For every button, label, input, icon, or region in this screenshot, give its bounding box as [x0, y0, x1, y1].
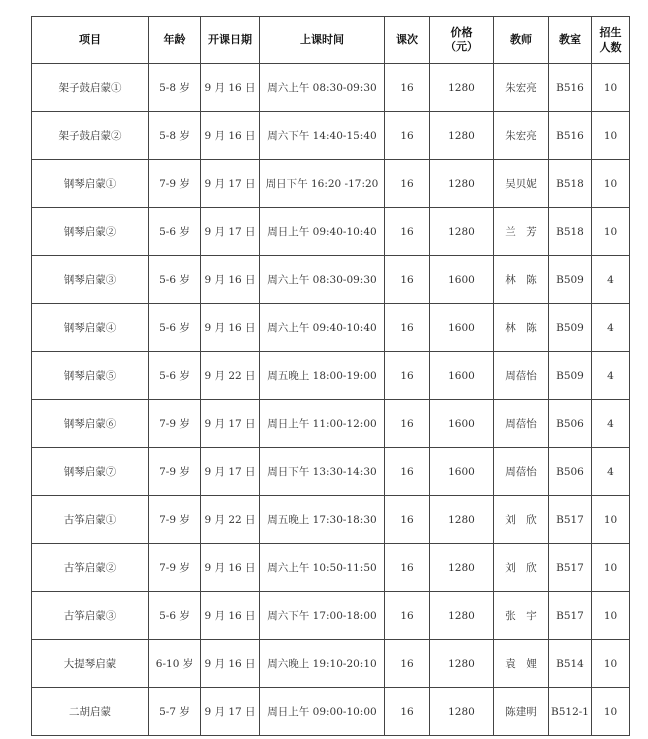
- cell-start-date: 9 月 17 日: [201, 400, 260, 448]
- cell-project: 钢琴启蒙⑤: [32, 352, 149, 400]
- cell-age: 5-6 岁: [149, 592, 201, 640]
- cell-teacher: 刘 欣: [494, 544, 549, 592]
- cell-classroom: B518: [549, 160, 592, 208]
- cell-project: 钢琴启蒙①: [32, 160, 149, 208]
- cell-price: 1280: [430, 496, 494, 544]
- cell-price: 1600: [430, 304, 494, 352]
- cell-sessions: 16: [385, 112, 430, 160]
- cell-start-date: 9 月 22 日: [201, 352, 260, 400]
- header-project: 项目: [32, 17, 149, 64]
- header-start-date: 开课日期: [201, 17, 260, 64]
- cell-enrollment: 10: [592, 112, 630, 160]
- cell-classroom: B509: [549, 352, 592, 400]
- cell-enrollment: 4: [592, 304, 630, 352]
- cell-class-time: 周日下午 13:30-14:30: [260, 448, 385, 496]
- header-price-line1: 价格: [450, 26, 473, 39]
- cell-start-date: 9 月 17 日: [201, 208, 260, 256]
- cell-classroom: B517: [549, 592, 592, 640]
- cell-class-time: 周日下午 16:20 -17:20: [260, 160, 385, 208]
- cell-sessions: 16: [385, 592, 430, 640]
- cell-sessions: 16: [385, 352, 430, 400]
- table-row: [32, 448, 630, 496]
- cell-project: 二胡启蒙: [32, 688, 149, 736]
- cell-class-time: 周六上午 10:50-11:50: [260, 544, 385, 592]
- header-class-time: 上课时间: [260, 17, 385, 64]
- cell-price: 1280: [430, 160, 494, 208]
- cell-age: 6-10 岁: [149, 640, 201, 688]
- header-price-line2: （元）: [445, 40, 478, 53]
- table-row: [32, 592, 630, 640]
- cell-class-time: 周六上午 08:30-09:30: [260, 256, 385, 304]
- cell-classroom: B517: [549, 496, 592, 544]
- cell-project: 古筝启蒙②: [32, 544, 149, 592]
- cell-start-date: 9 月 16 日: [201, 592, 260, 640]
- cell-teacher: 林 陈: [494, 304, 549, 352]
- cell-classroom: B514: [549, 640, 592, 688]
- cell-class-time: 周日上午 11:00-12:00: [260, 400, 385, 448]
- cell-price: 1280: [430, 112, 494, 160]
- cell-teacher: 刘 欣: [494, 496, 549, 544]
- cell-class-time: 周日上午 09:00-10:00: [260, 688, 385, 736]
- cell-start-date: 9 月 16 日: [201, 640, 260, 688]
- table-row: [32, 208, 630, 256]
- table-row: [32, 112, 630, 160]
- cell-enrollment: 10: [592, 208, 630, 256]
- cell-class-time: 周日上午 09:40-10:40: [260, 208, 385, 256]
- cell-teacher: 周蓓怡: [494, 448, 549, 496]
- cell-sessions: 16: [385, 64, 430, 112]
- table-row: [32, 256, 630, 304]
- cell-start-date: 9 月 16 日: [201, 544, 260, 592]
- cell-enrollment: 10: [592, 688, 630, 736]
- cell-project: 钢琴启蒙⑦: [32, 448, 149, 496]
- cell-enrollment: 10: [592, 640, 630, 688]
- cell-classroom: B506: [549, 448, 592, 496]
- cell-start-date: 9 月 16 日: [201, 256, 260, 304]
- cell-project: 架子鼓启蒙①: [32, 64, 149, 112]
- cell-classroom: B517: [549, 544, 592, 592]
- cell-classroom: B506: [549, 400, 592, 448]
- cell-price: 1280: [430, 592, 494, 640]
- header-teacher: 教师: [494, 17, 549, 64]
- cell-age: 7-9 岁: [149, 496, 201, 544]
- table-header-row: [32, 17, 630, 64]
- header-enrollment: [592, 17, 630, 64]
- cell-age: 7-9 岁: [149, 448, 201, 496]
- cell-classroom: B516: [549, 64, 592, 112]
- header-enrollment-label: 招生人数: [599, 26, 622, 54]
- cell-age: 5-6 岁: [149, 208, 201, 256]
- cell-teacher: 袁 娌: [494, 640, 549, 688]
- cell-teacher: 陈建明: [494, 688, 549, 736]
- cell-classroom: B509: [549, 304, 592, 352]
- table-row: [32, 688, 630, 736]
- cell-age: 7-9 岁: [149, 160, 201, 208]
- cell-price: 1600: [430, 400, 494, 448]
- cell-project: 大提琴启蒙: [32, 640, 149, 688]
- cell-enrollment: 10: [592, 64, 630, 112]
- header-sessions: 课次: [385, 17, 430, 64]
- cell-teacher: 林 陈: [494, 256, 549, 304]
- cell-price: 1280: [430, 688, 494, 736]
- cell-start-date: 9 月 16 日: [201, 304, 260, 352]
- cell-enrollment: 4: [592, 448, 630, 496]
- cell-enrollment: 4: [592, 400, 630, 448]
- cell-teacher: 周蓓怡: [494, 400, 549, 448]
- cell-sessions: 16: [385, 400, 430, 448]
- cell-project: 架子鼓启蒙②: [32, 112, 149, 160]
- cell-project: 钢琴启蒙⑥: [32, 400, 149, 448]
- cell-sessions: 16: [385, 256, 430, 304]
- course-schedule-table: [31, 16, 630, 736]
- cell-enrollment: 4: [592, 256, 630, 304]
- cell-enrollment: 10: [592, 496, 630, 544]
- cell-price: 1280: [430, 64, 494, 112]
- cell-age: 5-8 岁: [149, 64, 201, 112]
- cell-class-time: 周五晚上 17:30-18:30: [260, 496, 385, 544]
- cell-sessions: 16: [385, 448, 430, 496]
- cell-price: 1600: [430, 256, 494, 304]
- cell-class-time: 周六下午 14:40-15:40: [260, 112, 385, 160]
- table-row: [32, 160, 630, 208]
- cell-start-date: 9 月 17 日: [201, 448, 260, 496]
- cell-project: 古筝启蒙①: [32, 496, 149, 544]
- cell-age: 5-6 岁: [149, 304, 201, 352]
- cell-price: 1600: [430, 448, 494, 496]
- table-row: [32, 64, 630, 112]
- cell-class-time: 周六上午 08:30-09:30: [260, 64, 385, 112]
- cell-project: 古筝启蒙③: [32, 592, 149, 640]
- cell-sessions: 16: [385, 640, 430, 688]
- cell-sessions: 16: [385, 208, 430, 256]
- cell-classroom: B512-1: [549, 688, 592, 736]
- header-classroom: 教室: [549, 17, 592, 64]
- cell-start-date: 9 月 17 日: [201, 688, 260, 736]
- cell-sessions: 16: [385, 496, 430, 544]
- cell-price: 1280: [430, 208, 494, 256]
- cell-classroom: B518: [549, 208, 592, 256]
- cell-price: 1600: [430, 352, 494, 400]
- table-body: [32, 64, 630, 736]
- cell-enrollment: 10: [592, 544, 630, 592]
- cell-classroom: B509: [549, 256, 592, 304]
- cell-classroom: B516: [549, 112, 592, 160]
- cell-age: 7-9 岁: [149, 544, 201, 592]
- cell-class-time: 周六晚上 19:10-20:10: [260, 640, 385, 688]
- cell-class-time: 周六下午 17:00-18:00: [260, 592, 385, 640]
- cell-project: 钢琴启蒙②: [32, 208, 149, 256]
- cell-enrollment: 10: [592, 592, 630, 640]
- cell-teacher: 朱宏亮: [494, 64, 549, 112]
- cell-sessions: 16: [385, 304, 430, 352]
- cell-age: 7-9 岁: [149, 400, 201, 448]
- table-row: [32, 544, 630, 592]
- header-age: 年龄: [149, 17, 201, 64]
- table-row: [32, 304, 630, 352]
- cell-start-date: 9 月 17 日: [201, 160, 260, 208]
- cell-teacher: 周蓓怡: [494, 352, 549, 400]
- cell-teacher: 兰 芳: [494, 208, 549, 256]
- cell-class-time: 周六上午 09:40-10:40: [260, 304, 385, 352]
- cell-teacher: 朱宏亮: [494, 112, 549, 160]
- cell-sessions: 16: [385, 160, 430, 208]
- cell-age: 5-8 岁: [149, 112, 201, 160]
- cell-start-date: 9 月 22 日: [201, 496, 260, 544]
- cell-start-date: 9 月 16 日: [201, 64, 260, 112]
- table-row: [32, 352, 630, 400]
- table-row: [32, 640, 630, 688]
- cell-age: 5-6 岁: [149, 256, 201, 304]
- cell-price: 1280: [430, 544, 494, 592]
- cell-teacher: 吴贝妮: [494, 160, 549, 208]
- cell-project: 钢琴启蒙④: [32, 304, 149, 352]
- header-price: [430, 17, 494, 64]
- cell-enrollment: 4: [592, 352, 630, 400]
- table-row: [32, 400, 630, 448]
- cell-project: 钢琴启蒙③: [32, 256, 149, 304]
- cell-enrollment: 10: [592, 160, 630, 208]
- cell-class-time: 周五晚上 18:00-19:00: [260, 352, 385, 400]
- cell-age: 5-6 岁: [149, 352, 201, 400]
- cell-age: 5-7 岁: [149, 688, 201, 736]
- cell-sessions: 16: [385, 544, 430, 592]
- cell-price: 1280: [430, 640, 494, 688]
- cell-sessions: 16: [385, 688, 430, 736]
- table-row: [32, 496, 630, 544]
- cell-teacher: 张 宇: [494, 592, 549, 640]
- cell-start-date: 9 月 16 日: [201, 112, 260, 160]
